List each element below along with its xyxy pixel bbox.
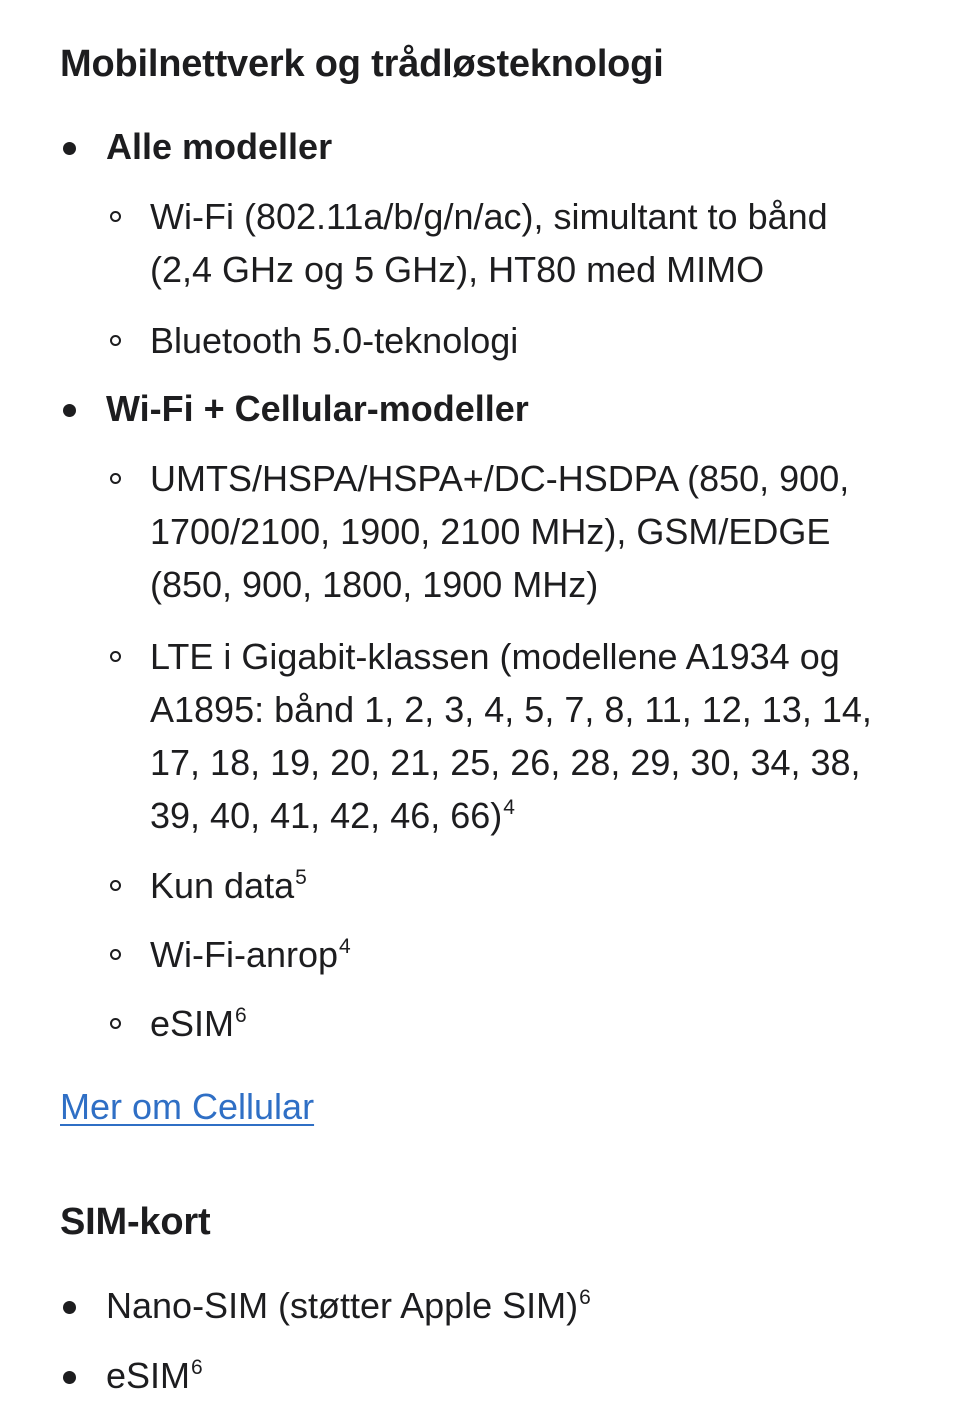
list-item-umts xyxy=(150,452,920,611)
section-title-sim: SIM-kort xyxy=(60,1201,211,1243)
more-about-cellular-link[interactable]: Mer om Cellular xyxy=(60,1086,315,1127)
bullet-ring xyxy=(110,651,121,662)
list-item-line: 17, 18, 19, 20, 21, 25, 26, 28, 29, 30, 34, 38, xyxy=(150,742,861,783)
list-item-line: Wi-Fi (802.11a/b/g/n/ac), simultant to bånd xyxy=(150,196,828,237)
group-label-cellular-models: Wi-Fi + Cellular-modeller xyxy=(106,388,529,429)
bullet-ring xyxy=(110,473,121,484)
list-item-line-text: 39, 40, 41, 42, 46, 66) xyxy=(150,795,503,836)
list-item-line xyxy=(150,789,920,842)
list-item-line xyxy=(150,928,920,981)
bullet-ring xyxy=(110,211,121,222)
section-title-cellular: Mobilnettverk og trådløsteknologi xyxy=(60,43,664,85)
list-item-line xyxy=(150,997,920,1050)
list-item-esim-card xyxy=(106,1354,203,1398)
list-item-lte xyxy=(150,630,920,842)
footnote-marker: 6 xyxy=(579,1286,591,1309)
list-item-line: (2,4 GHz og 5 GHz), HT80 med MIMO xyxy=(150,249,765,290)
group-label-all-models: Alle modeller xyxy=(106,126,333,167)
bullet-dot xyxy=(63,1301,76,1314)
list-item-label: eSIM xyxy=(106,1355,191,1396)
list-item-line: (850, 900, 1800, 1900 MHz) xyxy=(150,564,599,605)
bullet-dot xyxy=(63,142,76,155)
footnote-marker: 6 xyxy=(191,1356,203,1379)
bullet-ring xyxy=(110,949,121,960)
list-item-line-text: Kun data xyxy=(150,865,295,906)
bullet-ring xyxy=(110,880,121,891)
list-item-wifi-calling xyxy=(150,928,920,981)
list-item-esim xyxy=(150,997,920,1050)
list-item-wifi xyxy=(150,190,920,296)
footnote-marker: 4 xyxy=(503,796,515,819)
footnote-marker: 6 xyxy=(235,1004,247,1027)
list-item-line: UMTS/HSPA/HSPA+/DC-HSDPA (850, 900, xyxy=(150,458,850,499)
list-item-line: Bluetooth 5.0-teknologi xyxy=(150,320,519,361)
list-item-line: A1895: bånd 1, 2, 3, 4, 5, 7, 8, 11, 12, 13, 14, xyxy=(150,689,872,730)
bullet-dot xyxy=(63,404,76,417)
list-item-line xyxy=(150,859,920,912)
footnote-marker: 5 xyxy=(295,866,307,889)
bullet-ring xyxy=(110,335,121,346)
list-item-bluetooth xyxy=(150,314,920,367)
bullet-dot xyxy=(63,1371,76,1384)
list-item-label: Nano-SIM (støtter Apple SIM) xyxy=(106,1285,579,1326)
footnote-marker: 4 xyxy=(339,935,351,958)
bullet-ring xyxy=(110,1018,121,1029)
list-item-line: LTE i Gigabit-klassen (modellene A1934 og xyxy=(150,636,840,677)
list-item-data-only xyxy=(150,859,920,912)
list-item-line: 1700/2100, 1900, 2100 MHz), GSM/EDGE xyxy=(150,511,831,552)
list-item-line-text: Wi-Fi-anrop xyxy=(150,934,339,975)
list-item-line-text: eSIM xyxy=(150,1003,235,1044)
list-item-nano-sim xyxy=(106,1284,591,1328)
